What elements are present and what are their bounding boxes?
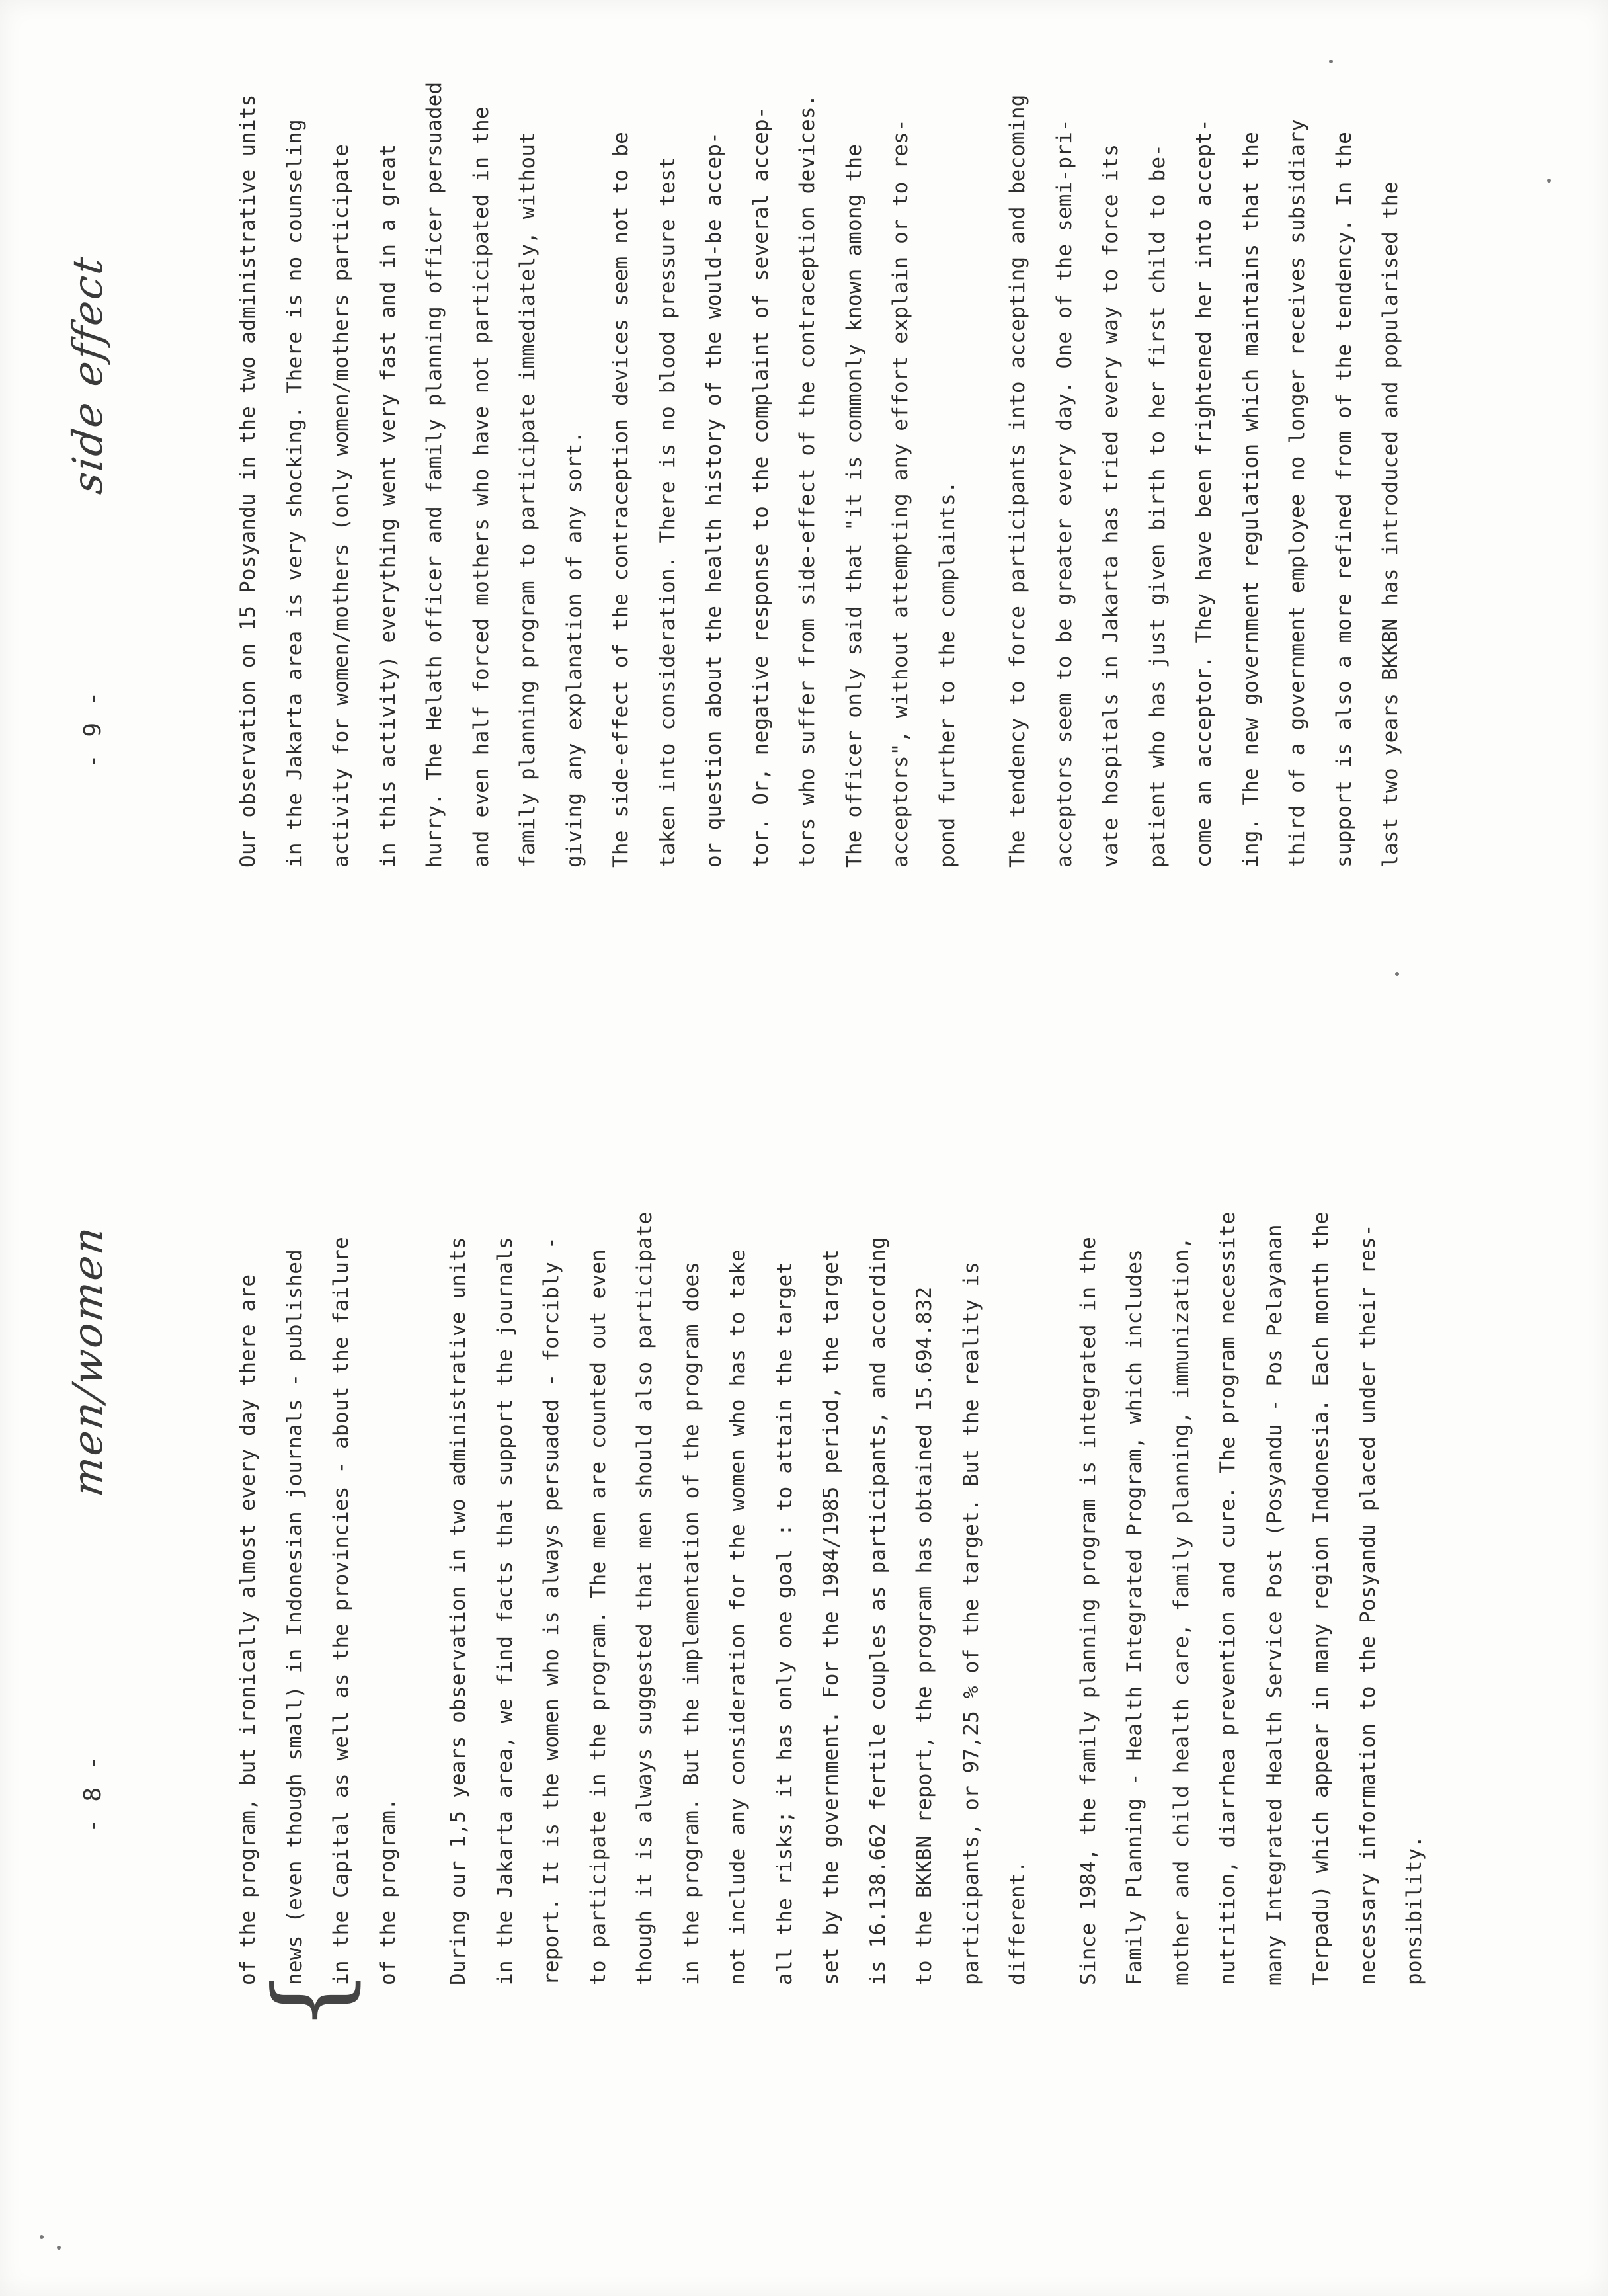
text-line: tors who suffer from side-effect of the contraception devices. [795, 94, 819, 868]
paragraph-break [971, 21, 994, 868]
scan-speck [1329, 60, 1333, 63]
scan-speck [1395, 972, 1399, 976]
text-line: Since 1984, the family planning program is integrated in the [1076, 1237, 1100, 1985]
text-line: vate hospitals in Jakarta has tried every way to force its [1099, 144, 1123, 868]
handwritten-note-left: men/women [63, 1221, 112, 1500]
text-line: to the BKKBN report, the program has obtained 15.694.832 [912, 1286, 936, 1985]
text-line: The side-effect of the contraception devices seem not to be [609, 132, 633, 868]
text-line: participants, or 97,25 % of the target. But the reality is [959, 1261, 983, 1985]
text-line: acceptors", without attempting any effort explain or to res- [889, 119, 912, 868]
text-line: news (even though small) in Indonesian journals - published [282, 1249, 307, 1985]
text-line: or question about the health history of the would-be accep- [702, 132, 726, 868]
text-line: report. It is the women who is always persuaded - forcibly - [540, 1237, 563, 1985]
page-number-left: - 8 - [79, 1754, 106, 1833]
text-line: patient who has just given birth to her first child to be- [1145, 144, 1170, 868]
text-line: in the program. But the implementation of the program does [679, 1261, 704, 1985]
text-line: is 16.138.662 fertile couples as participants, and according [865, 1237, 890, 1985]
handwritten-brace-mark: { [253, 1968, 368, 2031]
text-line: tor. Or, negative response to the complaint of several accep- [748, 106, 773, 868]
left-page-body-text [225, 1165, 1438, 1985]
handwritten-note-right: side effect [63, 252, 112, 497]
text-line: support is also a more refined from of the tendency. In the [1332, 132, 1356, 868]
text-line: Family Planning - Health Integrated Program, which includes [1123, 1249, 1146, 1985]
right-page-body-text [225, 21, 1414, 868]
text-line: activity for women/mothers (only women/mothers participate [329, 144, 353, 868]
text-line: nutrition, diarrhea prevention and cure. The program necessite [1216, 1211, 1240, 1985]
text-line: set by the government. For the 1984/1985 period, the target [819, 1249, 843, 1985]
text-line: third of a government employee no longer receives subsidiary [1285, 119, 1309, 868]
text-line: in the Jakarta area is very shocking. There is no counseling [282, 119, 307, 868]
scan-speck [57, 2246, 61, 2250]
text-line: of the program. [376, 1798, 400, 1985]
text-line: pond further to the complaints. [935, 481, 959, 868]
text-line: in the Capital as well as the provincies - about the failure [329, 1237, 353, 1985]
text-line: come an acceptor. They have been frightened her into accept- [1192, 119, 1216, 868]
text-line: of the program, but ironically almost every day there are [236, 1274, 260, 1985]
text-line: in the Jakarta area, we find facts that support the journals [493, 1237, 517, 1985]
text-line: Terpadu) which appear in many region Indonesia. Each month the [1309, 1211, 1333, 1985]
paragraph-break [411, 1165, 435, 1985]
text-line: hurry. The Helath officer and family planning officer persuaded [422, 81, 446, 868]
text-line: Our observation on 15 Posyandu in the two administrative units [236, 94, 260, 868]
text-line: different. [1006, 1860, 1029, 1985]
text-line: necessary information to the Posyandu placed under their res- [1355, 1224, 1380, 1985]
text-line: in this activity) everything went very fast and in a great [376, 144, 400, 868]
text-line: many Integrated Health Service Post (Posyandu - Pos Pelayanan [1262, 1224, 1287, 1985]
text-line: giving any explanation of any sort. [562, 430, 586, 868]
text-line: ing. The new government regulation which maintains that the [1238, 132, 1263, 868]
text-line: last two years BKKBN has introduced and popularised the [1379, 181, 1402, 868]
text-line: not include any consideration for the women who has to take [726, 1249, 750, 1985]
page-number-right: - 9 - [79, 690, 106, 768]
text-line: The tendency to force participants into accepting and becoming [1006, 94, 1029, 868]
scan-speck [40, 2235, 44, 2239]
text-line: mother and child health care, family planning, immunization, [1169, 1237, 1193, 1985]
text-line: taken into consideration. There is no blood pressure test [655, 156, 680, 868]
text-line: to participate in the program. The men are counted out even [586, 1249, 610, 1985]
text-line: acceptors seem to be greater every day. One of the semi-pri- [1052, 119, 1076, 868]
text-line: The officer only said that "it is commonly known among the [842, 144, 866, 868]
text-line: all the risks; it has only one goal : to attain the target [772, 1261, 797, 1985]
text-line: though it is always suggested that men should also participate [633, 1211, 657, 1985]
text-line: During our 1,5 years observation in two administrative units [446, 1237, 470, 1985]
paragraph-break [1041, 1165, 1065, 1985]
text-line: family planning program to participate immediately, without [516, 132, 540, 868]
left-page [0, 1148, 1608, 2296]
text-line: ponsibility. [1402, 1835, 1426, 1985]
scan-speck [1547, 179, 1551, 183]
text-line: and even half forced mothers who have not participated in the [469, 106, 493, 868]
